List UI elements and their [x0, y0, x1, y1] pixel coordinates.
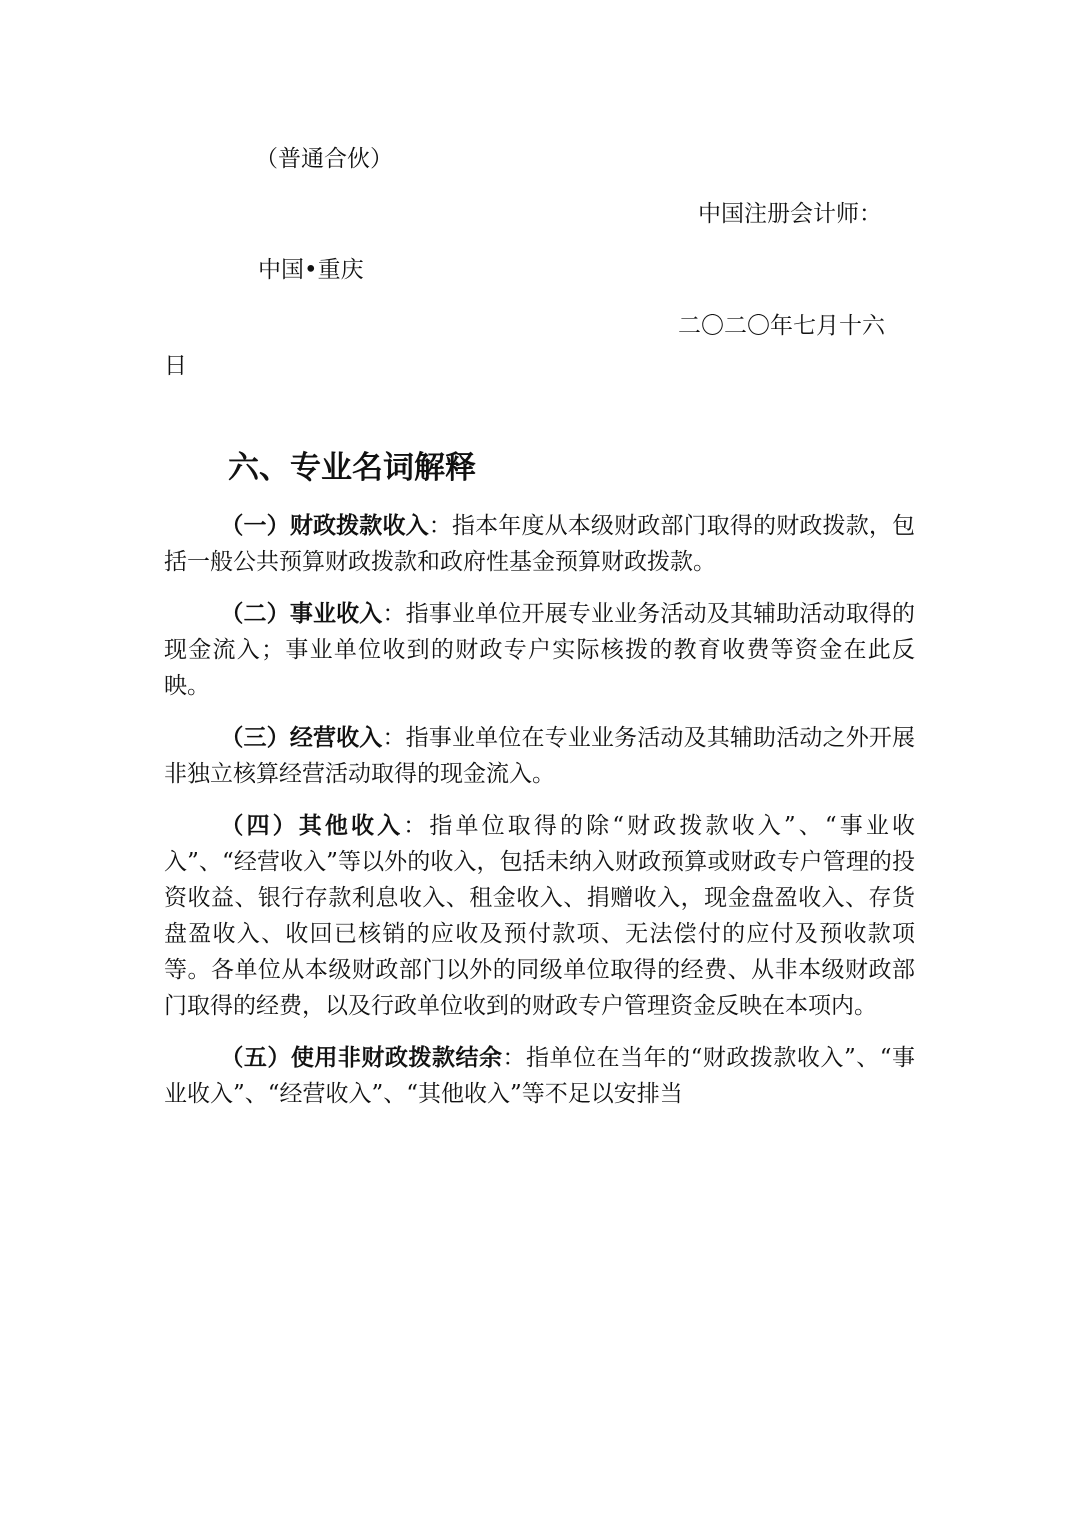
definition-separator: ： [502, 1045, 527, 1071]
cpa-signature-label: 中国注册会计师： [698, 201, 882, 227]
signing-date: 二〇二〇年七月十六 [678, 313, 885, 339]
partnership-type: （普通合伙） [255, 146, 393, 172]
definition-text: 指事业单位在专业业务活动及其辅助活动之外开展非独立核算经营活动取得的现金流入。 [164, 725, 916, 787]
definition-separator: ： [382, 601, 406, 627]
definition-item [164, 1040, 915, 1112]
definition-item [164, 596, 915, 704]
definition-item [164, 808, 915, 1024]
signing-city: 中国•重庆 [258, 257, 364, 283]
definition-term: （三）经营收入 [220, 724, 383, 751]
definition-term: （一）财政拨款收入 [220, 512, 429, 539]
definitions-list [164, 508, 915, 1128]
definition-term: （四）其他收入 [220, 812, 404, 839]
definition-text: 指本年度从本级财政部门取得的财政拨款，包括一般公共预算财政拨款和政府性基金预算财政拨款。 [164, 513, 916, 575]
definition-item [164, 508, 915, 580]
definition-text: 指事业单位开展专业业务活动及其辅助活动取得的现金流入；事业单位收到的财政专户实际核拨的教育收费等资金在此反映。 [164, 601, 916, 699]
definition-term: （五）使用非财政拨款结余 [220, 1044, 503, 1071]
signing-date-tail: 日 [164, 353, 187, 379]
section-title: 六、专业名词解释 [228, 450, 476, 486]
definition-separator: ： [382, 725, 406, 751]
definition-term: （二）事业收入 [220, 600, 383, 627]
definition-text: 指单位取得的除“财政拨款收入”、“事业收入”、“经营收入”等以外的收入，包括未纳入财政预算或财政专户管理的投资收益、银行存款利息收入、租金收入、捐赠收入，现金盘盈收入、存货盘盈收入、收回已核销的应收及预付款项、无法偿付的应付及预收款项等。各单位从本级财政部门以外的同级单位取得的经费、从非本级财政部门取得的经费，以及行政单位收到的财政专户管理资金反映在本项内。 [164, 813, 915, 1019]
definition-item [164, 720, 915, 792]
definition-separator: ： [403, 813, 430, 839]
definition-text: 指单位在当年的“财政拨款收入”、“事业收入”、“经营收入”、“其他收入”等不足以安排当 [164, 1045, 916, 1107]
definition-separator: ： [428, 513, 452, 539]
